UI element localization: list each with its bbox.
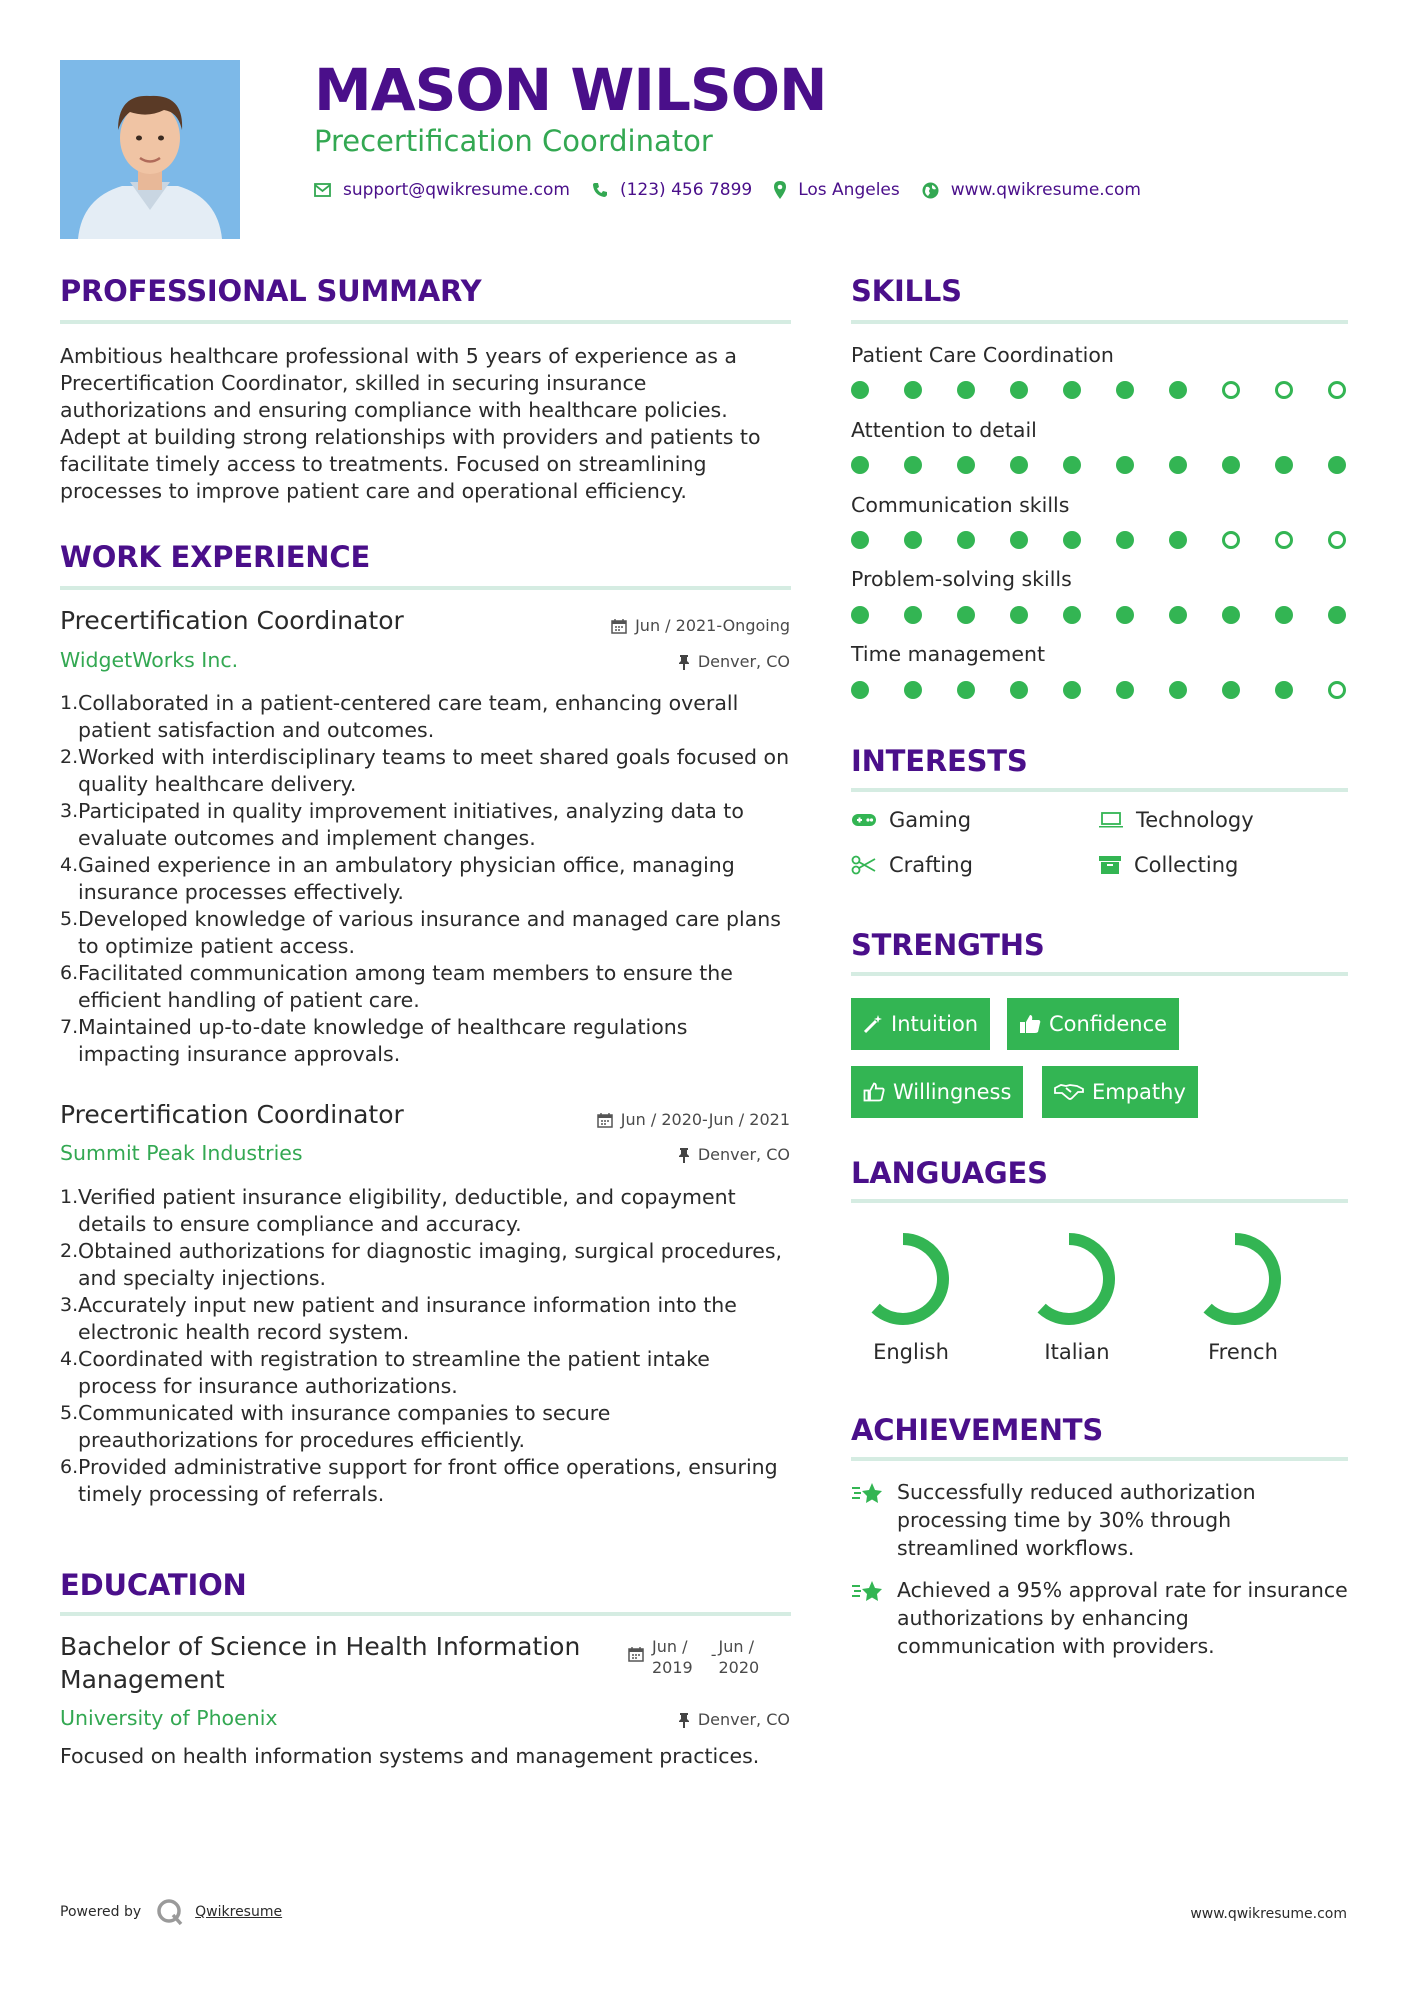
thumbs-up-outline-icon: [863, 1082, 885, 1102]
skill-dot-filled: [1222, 606, 1240, 624]
qwikresume-link[interactable]: Qwikresume: [195, 1904, 283, 1920]
skill-dot-filled: [1275, 606, 1293, 624]
job-title: Precertification Coordinator: [60, 606, 404, 635]
summary-text: Ambitious healthcare professional with 5 years of experience as a Precertification Coordinator, skilled in securing insurance authorizations and ensuring compliance with healthcare policies. Adept at building strong relationships with providers and patients to facilitate timely access to treatments. Focused on streamlining processes to improve patient care and operational efficiency.: [60, 344, 761, 503]
language-name: English: [873, 1340, 949, 1364]
skill-dot-filled: [904, 531, 922, 549]
strength-badge: Confidence: [1007, 998, 1179, 1050]
skill-dot-filled: [1328, 456, 1346, 474]
job-bullets: [60, 690, 790, 1068]
gamepad-icon: [851, 812, 877, 828]
achievements-heading: ACHIEVEMENTS: [851, 1413, 1104, 1447]
skill-dot-filled: [851, 606, 869, 624]
skill-dot-filled: [957, 531, 975, 549]
skill-dot-filled: [1010, 456, 1028, 474]
trophy-star-icon: [851, 1480, 885, 1508]
skill-dot-filled: [1222, 681, 1240, 699]
experience-divider: [60, 586, 791, 590]
skill-dot-filled: [904, 456, 922, 474]
skill-dot-filled: [1328, 606, 1346, 624]
education-note: Focused on health information systems and management practices.: [60, 1744, 760, 1768]
skill-dot-empty: [1222, 531, 1240, 549]
interests-divider: [851, 788, 1348, 792]
contact-website[interactable]: www.qwikresume.com: [922, 180, 1141, 200]
skill-dot-filled: [1010, 531, 1028, 549]
pushpin-icon: [678, 654, 690, 670]
job-dates: Jun / 2020-Jun / 2021: [597, 1110, 790, 1129]
skill-dot-filled: [1063, 606, 1081, 624]
list-item: 2. Worked with interdisciplinary teams to meet shared goals focused on quality healthcare delivery.: [60, 745, 790, 796]
achievements-divider: [851, 1457, 1348, 1461]
skill-dot-filled: [1116, 531, 1134, 549]
qwikresume-logo-icon: [155, 1897, 185, 1927]
contact-email[interactable]: support@qwikresume.com: [314, 180, 570, 200]
strength-badge: Willingness: [851, 1066, 1023, 1118]
skill-dot-filled: [1116, 456, 1134, 474]
skill-dot-filled: [957, 606, 975, 624]
skill-dot-empty: [1222, 381, 1240, 399]
summary-heading: PROFESSIONAL SUMMARY: [60, 274, 482, 308]
list-item: 1. Collaborated in a patient-centered care team, enhancing overall patient satisfaction and outcomes.: [60, 691, 739, 742]
list-item: 6. Facilitated communication among team members to ensure the efficient handling of patient care.: [60, 961, 733, 1012]
list-item: 5. Developed knowledge of various insurance and managed care plans to optimize patient access.: [60, 907, 781, 958]
contact-location: Los Angeles: [774, 180, 900, 200]
candidate-title: Precertification Coordinator: [314, 124, 713, 158]
skill-dot-empty: [1275, 381, 1293, 399]
language-ring: [1180, 1224, 1290, 1334]
list-item: 3. Participated in quality improvement initiatives, analyzing data to evaluate outcomes and implement changes.: [60, 799, 744, 850]
job-title: Precertification Coordinator: [60, 1100, 404, 1129]
handshake-icon: [1054, 1082, 1084, 1102]
interest-item: Gaming: [851, 808, 971, 832]
list-item: 6. Provided administrative support for front office operations, ensuring timely processing of referrals.: [60, 1455, 778, 1506]
skill-name: Communication skills: [851, 493, 1070, 517]
list-item: 2. Obtained authorizations for diagnostic imaging, surgical procedures, and specialty injections.: [60, 1239, 783, 1290]
skill-dot-filled: [904, 381, 922, 399]
skill-dot-filled: [1116, 606, 1134, 624]
achievement-item: Successfully reduced authorization processing time by 30% through streamlined workflows.: [851, 1478, 1351, 1562]
job-bullets: [60, 1184, 790, 1508]
strengths-divider: [851, 972, 1348, 976]
skill-dot-filled: [957, 681, 975, 699]
language-ring: [1014, 1224, 1124, 1334]
skill-dot-filled: [957, 456, 975, 474]
globe-icon: [922, 182, 939, 199]
strength-badge: Empathy: [1042, 1066, 1198, 1118]
contact-bar: [314, 178, 1163, 202]
skill-dot-filled: [1010, 381, 1028, 399]
skill-dot-empty: [1328, 681, 1346, 699]
summary-divider: [60, 320, 791, 324]
list-item: 1. Verified patient insurance eligibility, deductible, and copayment details to ensure compliance and accuracy.: [60, 1185, 736, 1236]
contact-phone[interactable]: (123) 456 7899: [592, 180, 752, 200]
skill-dot-filled: [1063, 681, 1081, 699]
job-location: Denver, CO: [678, 652, 790, 671]
skill-dot-empty: [1275, 531, 1293, 549]
interest-item: Technology: [1098, 808, 1254, 832]
phone-icon: [592, 182, 608, 198]
languages-heading: LANGUAGES: [851, 1156, 1048, 1190]
map-pin-icon: [774, 181, 786, 199]
list-item: 7. Maintained up-to-date knowledge of healthcare regulations impacting insurance approvals.: [60, 1015, 688, 1066]
skill-dot-filled: [851, 681, 869, 699]
profile-photo: [60, 60, 240, 239]
magic-wand-icon: [863, 1014, 883, 1034]
skill-dot-filled: [1222, 456, 1240, 474]
skill-name: Attention to detail: [851, 418, 1037, 442]
skill-name: Problem-solving skills: [851, 567, 1072, 591]
company-name: WidgetWorks Inc.: [60, 648, 239, 672]
skill-dot-filled: [957, 381, 975, 399]
thumbs-up-solid-icon: [1019, 1014, 1041, 1034]
language-name: French: [1208, 1340, 1278, 1364]
job-location: Denver, CO: [678, 1145, 790, 1164]
skill-rating: [851, 679, 1348, 701]
skill-dot-empty: [1328, 381, 1346, 399]
skill-dot-filled: [1116, 381, 1134, 399]
footer-powered-by: Powered by Qwikresume: [60, 1897, 282, 1927]
skill-dot-filled: [1169, 531, 1187, 549]
list-item: 4. Gained experience in an ambulatory physician office, managing insurance processes effectively.: [60, 853, 735, 904]
language-ring: [848, 1224, 958, 1334]
skill-dot-filled: [1169, 456, 1187, 474]
pushpin-icon: [678, 1147, 690, 1163]
skill-dot-filled: [1063, 381, 1081, 399]
skill-rating: [851, 454, 1348, 476]
skill-dot-filled: [1169, 681, 1187, 699]
skills-heading: SKILLS: [851, 274, 962, 308]
education-dates: Jun / 2019 - Jun / 2020: [628, 1636, 759, 1678]
footer-url[interactable]: www.qwikresume.com: [1190, 1906, 1347, 1922]
skill-dot-filled: [904, 606, 922, 624]
envelope-icon: [314, 183, 331, 197]
strength-badge: Intuition: [851, 998, 990, 1050]
list-item: 3. Accurately input new patient and insurance information into the electronic health record system.: [60, 1293, 737, 1344]
skills-divider: [851, 320, 1348, 324]
education-heading: EDUCATION: [60, 1568, 247, 1602]
interests-heading: INTERESTS: [851, 744, 1028, 778]
skill-dot-filled: [1116, 681, 1134, 699]
education-divider: [60, 1612, 791, 1616]
archive-box-icon: [1098, 855, 1122, 875]
experience-heading: WORK EXPERIENCE: [60, 540, 371, 574]
interest-item: Crafting: [851, 853, 973, 877]
interest-item: Collecting: [1098, 853, 1238, 877]
skill-dot-filled: [1063, 456, 1081, 474]
strengths-heading: STRENGTHS: [851, 928, 1045, 962]
list-item: 5. Communicated with insurance companies to secure preauthorizations for procedures efficiently.: [60, 1401, 611, 1452]
laptop-icon: [1098, 811, 1124, 829]
calendar-icon: [597, 1112, 613, 1128]
company-name: Summit Peak Industries: [60, 1141, 303, 1165]
skill-rating: [851, 379, 1348, 401]
pushpin-icon: [678, 1712, 690, 1728]
scissors-icon: [851, 855, 877, 875]
list-item: 4. Coordinated with registration to streamline the patient intake process for insurance authorizations.: [60, 1347, 710, 1398]
trophy-star-icon: [851, 1578, 885, 1606]
education-location: Denver, CO: [678, 1710, 790, 1729]
skill-dot-filled: [1010, 606, 1028, 624]
skill-dot-filled: [851, 381, 869, 399]
job-dates: Jun / 2021-Ongoing: [611, 616, 790, 635]
skill-name: Patient Care Coordination: [851, 343, 1114, 367]
skill-dot-filled: [904, 681, 922, 699]
skill-dot-filled: [1010, 681, 1028, 699]
calendar-icon: [628, 1646, 644, 1662]
skill-dot-filled: [1275, 456, 1293, 474]
achievement-item: Achieved a 95% approval rate for insurance authorizations by enhancing communication with providers.: [851, 1576, 1351, 1660]
skill-rating: [851, 604, 1348, 626]
school-name: University of Phoenix: [60, 1706, 278, 1730]
skill-name: Time management: [851, 642, 1046, 666]
skill-dot-filled: [1275, 681, 1293, 699]
skill-dot-filled: [1063, 531, 1081, 549]
skill-rating: [851, 529, 1348, 551]
language-name: Italian: [1044, 1340, 1110, 1364]
languages-divider: [851, 1199, 1348, 1203]
skill-dot-filled: [1169, 381, 1187, 399]
degree-title: Bachelor of Science in Health Information Management: [60, 1632, 581, 1694]
skill-dot-filled: [851, 531, 869, 549]
skill-dot-empty: [1328, 531, 1346, 549]
skill-dot-filled: [851, 456, 869, 474]
candidate-name: MASON WILSON: [314, 56, 827, 124]
calendar-icon: [611, 618, 627, 634]
skill-dot-filled: [1169, 606, 1187, 624]
